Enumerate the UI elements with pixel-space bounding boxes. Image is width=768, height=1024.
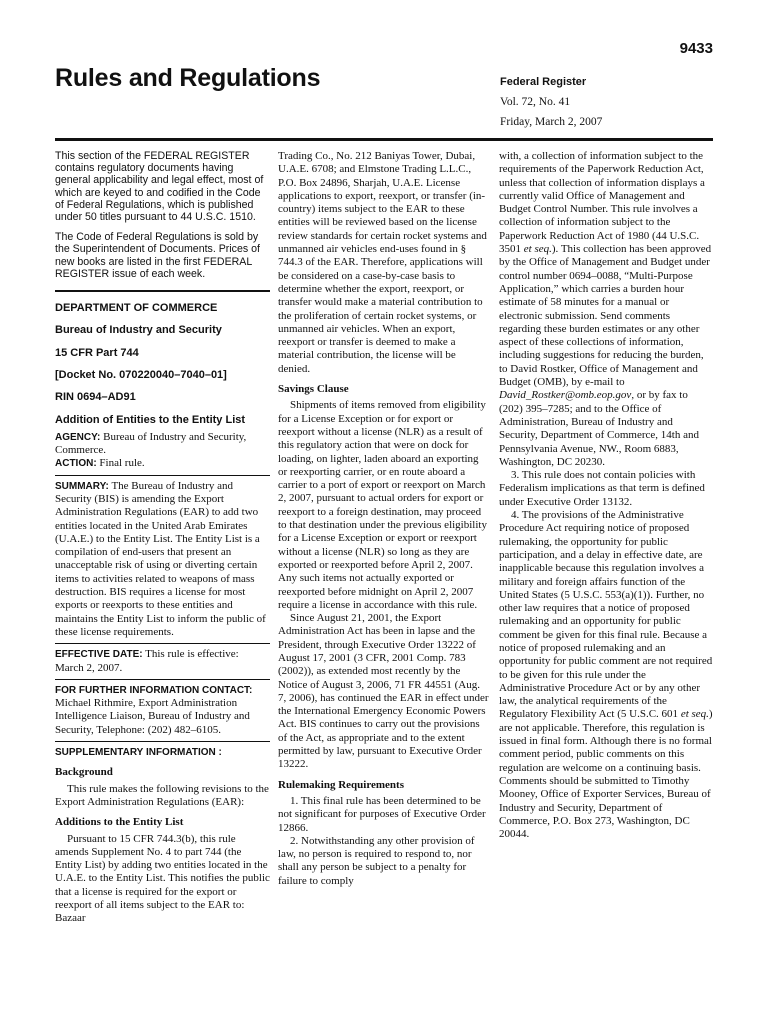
apa-text-a: 4. The provisions of the Administrative Procedure Act requiring notice of proposed rulemaking, the opportunity for public participation, and a delay in effective date, are inapplicable because this regulation involves a military and foreign affairs function of the United States (5 U.S.C. 553(a)(1)). Further, no other law requires that a notice of proposed rulemaking and an opportunity for public comment be given for this final rule. Because a notice of proposed rulemaking and an opportunity for public comment are not required to be given for this rule under the Administrative Procedure Act or by any other law, the analytical requirements of the Regulatory Flexibility Act (5 U.S.C. 601 [499, 509, 713, 721]
contact-text: Michael Rithmire, Export Administration Intelligence Liaison, Bureau of Industry and Security, Telephone: (202) 482–6105. [55, 697, 250, 736]
intro-paragraph-2: The Code of Federal Regulations is sold by the Superintendent of Documents. Prices of new books are listed in the first FEDERAL REGISTER issue of each week. [55, 231, 260, 280]
paperwork-text-b: ). This collection has been approved by the Office of Management and Budget under control number 0694–0088, “Multi-Purpose Application,” which carries a burden hour estimate of 58 minutes for a manual or electronic submission. Send comments regarding these burden estimates or any other aspect of these collections of information, including suggestions for reducing the burden, to David Rostker, Office of Management and Budget (OMB), by e-mail to [499, 243, 712, 389]
email-link[interactable]: David_Rostker@omb.eop.gov [499, 389, 632, 402]
rulemaking-item-2: 2. Notwithstanding any other provision of law, no person is required to respond to, nor shall any person be subject to a penalty for failure to comply [278, 834, 475, 887]
effective-text: This rule is effective: March 2, 2007. [55, 648, 239, 674]
column-2 [278, 150, 489, 888]
agency-text: Bureau of Industry and Security, Commerce. [55, 430, 247, 457]
paperwork-italic: et seq. [523, 243, 552, 256]
since-text: Since August 21, 2001, the Export Administration Act has been in lapse and the President, through Executive Order 13222 of August 17, 2001 (3 CFR, 2001 Comp. 783 (2002)), as extended most recently by the Notice of August 3, 2006, 71 FR 44551 (Aug. 7, 2006), has continued the EAR in effect under the International Emergency Economic Powers Act. BIS continues to carry out the provisions of the Act, as appropriate and to the extent permitted by law, pursuant to Executive Order 13222. [278, 612, 489, 771]
section-divider [55, 290, 270, 292]
paperwork-text-a: with, a collection of information subject to the requirements of the Paperwork Reduction Act, unless that collection of information displays a currently valid Office of Management and Budget Control Number. This rule involves a collection of information subject to the Paperwork Reduction Act of 1980 (44 U.S.C. 3501 [499, 150, 705, 256]
savings-text: Shipments of items removed from eligibility for a License Exception or for export or reexport without a license (NLR) as a result of this regulatory action that were on dock for loading, on lighter, laden aboard an exporting or reexporting carrier, or en route aboard a carrier to a port of export or reexport on March 2, 2007, pursuant to actual orders for export or reexport to a foreign destination, may proceed to that destination under the previous eligibility for a License Exception or export or reexport without a license (NLR) so long as they are exported or reexported before April 2, 2007. Any such items not actually exported or reexported before midnight on April 2, 2007 require a license in accordance with this rule. [278, 399, 487, 611]
rulemaking-item-3: 3. This rule does not contain policies with Federalism implications as that term is defined under Executive Order 13132. [499, 469, 705, 508]
department-heading: DEPARTMENT OF COMMERCE [55, 302, 218, 315]
additions-text: Pursuant to 15 CFR 744.3(b), this rule amends Supplement No. 4 to part 744 (the Entity List) by adding two entities located in the U.A.E. to the Entity List. This notifies the public that a license is required for the export or reexport of all items subject to the EAR to: Bazaar [55, 832, 270, 925]
intro-paragraph-1: This section of the FEDERAL REGISTER contains regulatory documents having general applicability and legal effect, most of which are keyed to and codified in the Code of Federal Regulations, which is published under 50 titles pursuant to 44 U.S.C. 1510. [55, 150, 264, 224]
apa-italic: et seq. [680, 708, 709, 721]
effective-divider [55, 643, 270, 644]
effective-label: EFFECTIVE DATE: [55, 649, 143, 661]
effective-paragraph [55, 648, 270, 675]
paperwork-text-c: , or by fax to (202) 395–7285; and to the Office of Administration, Bureau of Industry and Security, Department of Commerce, 14th and Pennsylvania Avenue, NW., Room 6883, Washington, DC 20230. [499, 389, 699, 468]
docket-number: [Docket No. 070220040–7040–01] [55, 368, 227, 381]
additions-continuation: Trading Co., No. 212 Baniyas Tower, Dubai, U.A.E. 6708; and Elmstone Trading L.L.C., P.O. Box 24896, Sharjah, U.A.E. License applications to export, reexport, or transfer (in-country) items subject to the EAR to these entities will be reviewed based on the license review standards for certain rocket systems and unmanned air vehicles end-uses found in § 744.3 of the EAR. Therefore, applications will be considered on a case-by-case basis to determine whether the export, reexport, or transfer would make a material contribution to the proliferation of certain rocket systems, or unmanned air vehicles. When an export, reexport or transfer is deemed to make a material contribution, the license will be denied. [278, 150, 487, 375]
additions-heading: Additions to the Entity List [55, 816, 184, 829]
paperwork-paragraph [499, 150, 713, 469]
column-1 [55, 150, 270, 926]
register-date: Friday, March 2, 2007 [500, 116, 603, 128]
contact-divider [55, 679, 270, 680]
register-name: Federal Register [500, 76, 587, 88]
summary-divider [55, 475, 270, 476]
supplementary-divider [55, 741, 270, 742]
background-heading: Background [55, 766, 113, 779]
register-volume: Vol. 72, No. 41 [500, 96, 571, 108]
agency-label: AGENCY: [55, 431, 101, 443]
action-text: Final rule. [99, 457, 145, 470]
bureau-heading: Bureau of Industry and Security [55, 324, 222, 337]
agency-line [55, 431, 270, 458]
savings-heading: Savings Clause [278, 383, 349, 396]
cfr-part: 15 CFR Part 744 [55, 346, 139, 359]
page-title: Rules and Regulations [55, 64, 321, 92]
column-3 [499, 150, 713, 841]
summary-paragraph [55, 480, 270, 640]
rulemaking-item-1: 1. This final rule has been determined to be not significant for purposes of Executive Order 12866. [278, 794, 486, 834]
rin-number: RIN 0694–AD91 [55, 391, 136, 404]
register-header [500, 72, 715, 132]
summary-label: SUMMARY: [55, 480, 109, 492]
action-line [55, 457, 270, 470]
rulemaking-heading: Rulemaking Requirements [278, 778, 404, 791]
apa-text-b: ) are not applicable. Therefore, this regulation is issued in final form. Although there is no formal comment period, public comments on this regulation are welcome on a continuing basis. Comments should be submitted to Timothy Mooney, Office of Exporter Services, Bureau of Industry and Security, Department of Commerce, P.O. Box 273, Washington, DC 20044. [499, 708, 713, 841]
rulemaking-item-4 [499, 509, 713, 841]
rule-title: Addition of Entities to the Entity List [55, 413, 246, 426]
background-text: This rule makes the following revisions to the Export Administration Regulations (EAR): [55, 782, 269, 808]
page-number: 9433 [679, 40, 713, 57]
contact-label: FOR FURTHER INFORMATION CONTACT: [55, 684, 253, 696]
supplementary-label: SUPPLEMENTARY INFORMATION : [55, 747, 222, 759]
action-label: ACTION: [55, 458, 97, 470]
summary-text: The Bureau of Industry and Security (BIS) is amending the Export Administration Regulations (EAR) to add two entities located in the United Arab Emirates (U.A.E.) to the Entity List. The Entity List is a compilation of end-users that present an unacceptable risk of using or diverting certain items to activities related to weapons of mass destruction. BIS requires a license for most exports or reexports to these entities and maintains the Entity List to inform the public of these license requirements. [55, 479, 266, 638]
top-divider [55, 138, 713, 141]
